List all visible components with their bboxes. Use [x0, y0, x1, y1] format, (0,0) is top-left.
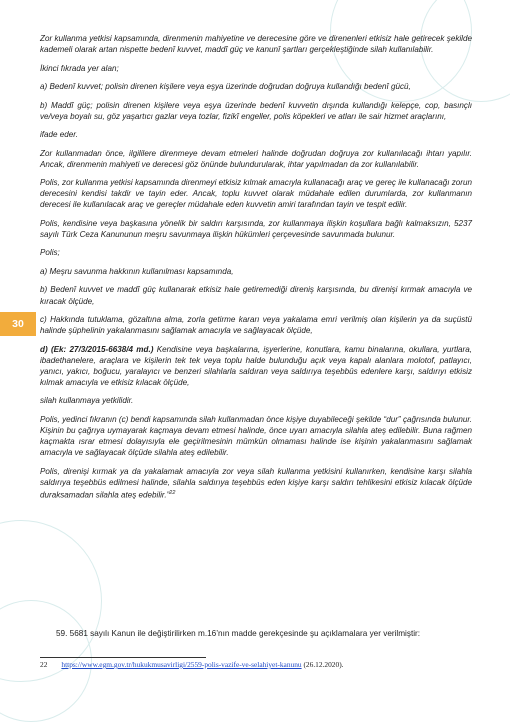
paragraph-text: Polis, direnişi kırmak ya da yakalamak amacıyla zor veya silah kullanma yetkisini kullanırken, kendisine karşı silahla saldırıya teşebbüs edilmesi halinde, silahla saldırıya teşebbüs eden kişiye karşı saldırı tehlikesini etkisiz kılacak ölçüde duraksamadan silahla ateş edebilir.”	[40, 466, 472, 500]
paragraph	[40, 466, 472, 501]
body-paragraph	[40, 628, 472, 640]
paragraph: silah kullanmaya yetkilidir.	[40, 396, 134, 406]
paragraph: Polis, zor kullanma yetkisi kapsamında direnmeyi etkisiz kılmak amacıyla kullanacağı araç ve gereç ile kullanacağı zorun derecesini kendisi takdir ve tayin eder. Ancak, toplu kuvvet olarak müdahale edilen durumlarda, zor kullanmanın derecesi ile kullanılacak araç ve gereçler müdahale eden kuvvetin amiri tarafından tayin ve tespit edilir.	[40, 178, 472, 210]
paragraph: Polis, kendisine veya başkasına yönelik bir saldırı karşısında, zor kullanmaya ilişkin koşullara bağlı kalmaksızın, 5237 sayılı Türk Ceza Kanununun meşru savunmaya ilişkin hükümleri çerçevesinde savunmada bulunur.	[40, 218, 472, 239]
paragraph: ifade eder.	[40, 130, 78, 140]
paragraph: b) Maddî güç; polisin direnen kişilere veya eşya üzerinde bedenî kuvvetin dışında kullandığı kelepçe, cop, basınçlı ve/veya boyalı su, göz yaşartıcı gazlar veya tozlar, fizikî engeller, polis köpekleri ve atları ile sair hizmet araçlarını,	[40, 100, 472, 121]
footnote-date: (26.12.2020).	[303, 660, 344, 669]
paragraph: Zor kullanma yetkisi kapsamında, direnmenin mahiyetine ve derecesine göre ve direnenleri etkisiz hale getirecek şekilde kademeli olarak artan nispette bedenî kuvvet, maddî güç ve kanunî şartları gerçekleştiğinde silah kullanılabilir.	[40, 34, 472, 55]
paragraph: Zor kullanmadan önce, ilgililere direnmeye devam etmeleri halinde doğrudan doğruya zor kullanılacağı ihtarı yapılır. Ancak, direnmenin mahiyeti ve derecesi göz önünde bulundurularak, ihtar yapılmadan da zor kullanılabilir.	[40, 148, 472, 169]
paragraph: b) Bedenî kuvvet ve maddî güç kullanarak etkisiz hale getiremediği direniş karşısında, bu direnişi kırmak amacıyla ve kıracak ölçüde,	[40, 285, 472, 306]
amendment-text: Kendisine veya başkalarına, işyerlerine, konutlara, kamu binalarına, okullara, yurtlara, ibadethanelere, araçlara ve kişilerin tek tek veya toplu halde bulunduğu açık veya kapalı alanlara molotof, patlayıcı, yanıcı, yakıcı, boğucu, yaralayıcı ve benzeri silahlarla saldıran veya saldırıya teşebbüs edenlere karşı, saldırıyı etkisiz kılmak amacıyla ve etkisiz kılacak ölçüde,	[40, 344, 473, 387]
paragraph: c) Hakkında tutuklama, gözaltına alma, zorla getirme kararı veya yakalama emri verilmiş olan kişilerin ya da suçüstü halinde şüphelinin yakalanmasını sağlamak amacıyla ve sağlayacak ölçüde,	[40, 314, 472, 336]
footnote	[40, 660, 480, 670]
main-text	[40, 33, 472, 508]
paragraph: İkinci fıkrada yer alan;	[40, 63, 119, 73]
amendment-paragraph	[40, 344, 472, 388]
page-number-badge: 30	[0, 312, 36, 336]
footnote-number: 22	[40, 660, 48, 669]
regular-paragraph: 59. 5681 sayılı Kanun ile değiştirilirken m.16’nın madde gerekçesinde şu açıklamalara yer verilmiştir:	[56, 629, 421, 638]
paragraph: Polis, yedinci fıkranın (c) bendi kapsamında silah kullanmadan önce kişiye duyabileceği şekilde “dur” çağrısında bulunur. Kişinin bu çağrıya uymayarak kaçmaya devam etmesi halinde, önce uyarı amacıyla silahla ateş edilebilir. Buna rağmen kaçmakta ısrar etmesi dolayısıyla ele geçirilmesinin mümkün olmaması halinde ise kişinin yakalanmasını sağlamak amacıyla ve sağlayacak ölçüde silahla ateş edilebilir.	[40, 414, 472, 458]
footnote-reference[interactable]: 22	[169, 489, 176, 496]
footnote-divider	[40, 657, 206, 658]
footnote-link[interactable]: https://www.egm.gov.tr/hukukmusavirligi/2559-polis-vazife-ve-selahiyet-kanunu	[61, 660, 302, 669]
paragraph: a) Meşru savunma hakkının kullanılması kapsamında,	[40, 266, 234, 276]
amendment-tag: d) (Ek: 27/3/2015-6638/4 md.)	[40, 344, 154, 354]
paragraph: Polis;	[40, 248, 60, 258]
paragraph: a) Bedenî kuvvet; polisin direnen kişilere veya eşya üzerinde doğrudan doğruya kullandığı bedenî gücü,	[40, 82, 411, 92]
